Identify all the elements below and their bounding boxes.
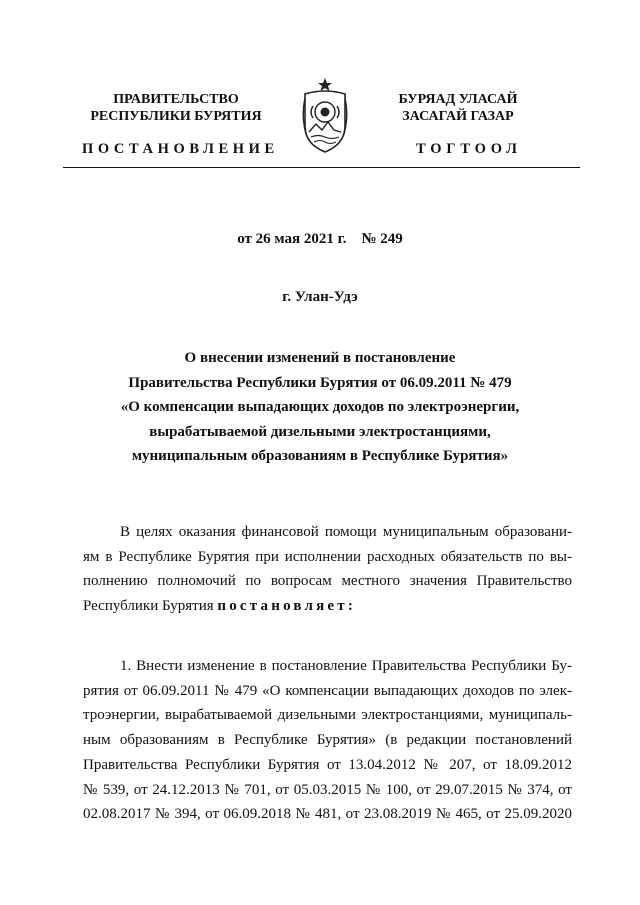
paragraph-line: полнению полномочий по вопросам местного значения Правительство xyxy=(83,573,572,590)
org-name-russian xyxy=(62,91,290,125)
document-number: № 249 xyxy=(361,231,403,247)
paragraph-line: 1. Внести изменение в постановление Правительства Республики Бу- xyxy=(120,658,572,674)
org-name-line2: РЕСПУБЛИКИ БУРЯТИЯ xyxy=(90,109,262,124)
org-name-line1: ПРАВИТЕЛЬСТВО xyxy=(113,92,239,107)
header-divider xyxy=(63,167,580,168)
document-date: от 26 мая 2021 г. xyxy=(237,231,347,247)
paragraph-line: троэнергии, вырабатываемой дизельными электростанциями, муниципаль- xyxy=(83,707,572,724)
paragraph-line: рятия от 06.09.2011 № 479 «О компенсации выпадающих доходов по элек- xyxy=(83,682,572,699)
paragraph-line: 02.08.2017 № 394, от 06.09.2018 № 481, от 23.08.2019 № 465, от 25.09.2020 xyxy=(83,806,572,823)
paragraph-line: В целях оказания финансовой помощи муниципальным образовани- xyxy=(120,524,572,540)
paragraph-line: № 539, от 24.12.2013 № 701, от 05.03.2015 № 100, от 29.07.2015 № 374, от xyxy=(83,781,572,798)
coat-of-arms-icon xyxy=(296,76,354,156)
title-line: вырабатываемой дизельными электростанциями, xyxy=(149,423,491,440)
title-line: «О компенсации выпадающих доходов по электроэнергии, xyxy=(120,399,520,415)
document-city: г. Улан-Удэ xyxy=(282,289,358,305)
doc-type-russian: ПОСТАНОВЛЕНИЕ xyxy=(82,141,279,157)
paragraph-line: ным образованиям в Республике Бурятия» (в редакции постановлений xyxy=(83,732,572,749)
decree-word: постановляет: xyxy=(217,598,357,615)
org-name-buryat xyxy=(348,91,568,125)
org-name-buryat-line1: БУРЯАД УЛАСАЙ xyxy=(398,92,518,107)
title-line: Правительства Республики Бурятия от 06.09.2011 № 479 xyxy=(128,374,512,391)
document-title xyxy=(80,346,560,469)
preamble-last-text: Республики Бурятия xyxy=(83,598,218,615)
item-1-paragraph xyxy=(83,654,572,827)
paragraph-line: ям в Республике Бурятия при исполнении расходных обязательств по вы- xyxy=(83,548,572,565)
title-line: О внесении изменений в постановление xyxy=(184,350,456,366)
paragraph-line: Правительства Республики Бурятия от 13.04.2012 № 207, от 18.09.2012 xyxy=(83,756,572,773)
title-line: муниципальным образованиям в Республике Бурятия» xyxy=(131,448,509,464)
org-name-buryat-line2: ЗАСАГАЙ ГАЗАР xyxy=(402,109,514,124)
doc-type-buryat: ТОГТООЛ xyxy=(416,141,522,157)
preamble-paragraph xyxy=(83,520,572,619)
date-number-line xyxy=(0,231,640,248)
paragraph-line xyxy=(83,594,572,619)
